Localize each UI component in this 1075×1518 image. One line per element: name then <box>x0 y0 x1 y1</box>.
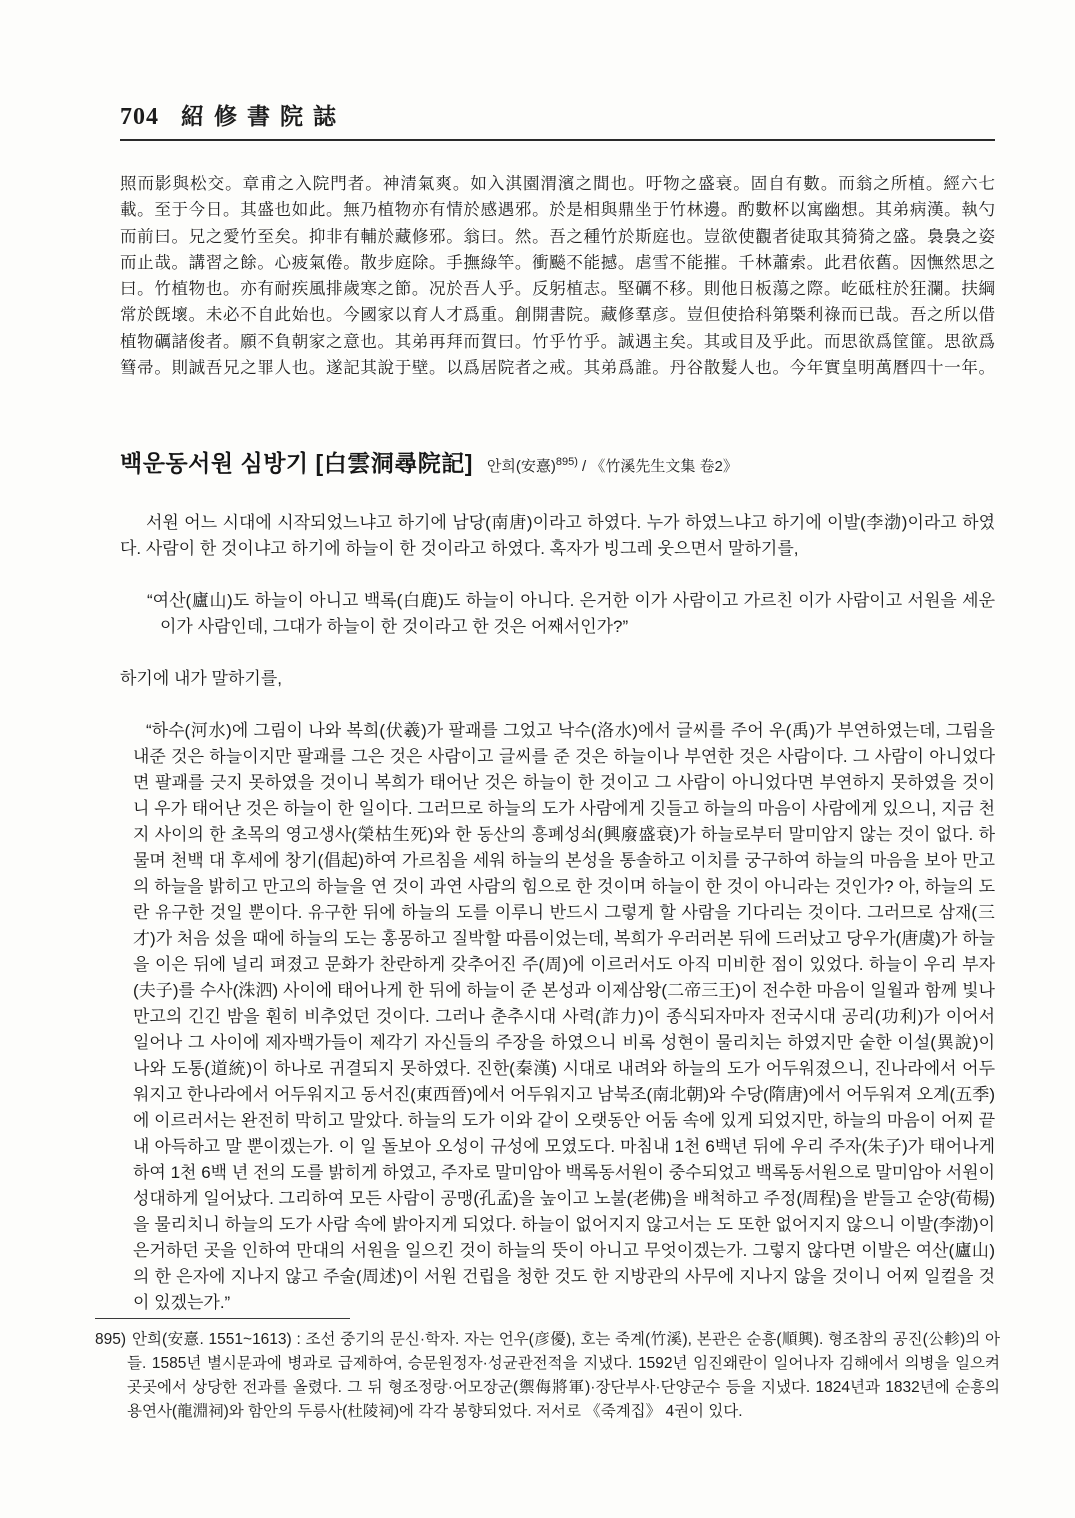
article-title <box>120 445 473 478</box>
footnote-area <box>95 1318 1000 1424</box>
footnote-reference-marker: 895) <box>555 456 578 469</box>
hanmun-line: 植物礪諸俊者。願不負朝家之意也。其弟再拜而賀曰。竹乎竹乎。誠遇主矣。其或目及乎此。而思欲爲筐篚。思欲爲 <box>120 331 995 351</box>
byline-separator: / <box>582 458 587 476</box>
quotation-block-1: “여산(廬山)도 하늘이 아니고 백록(白鹿)도 하늘이 아니다. 은거한 이가 사람이고 가르친 이가 사람이고 서원을 세운 이가 사람인데, 그대가 하늘이 한 것이라고 한 것은 어째서인가?” <box>147 591 995 637</box>
hanmun-line: 常於旣壞。未必不自此始也。今國家以育人才爲重。創開書院。藏修羣彦。豈但使拾科第槩利祿而已哉。吾之所以借 <box>120 305 995 325</box>
footnote-separator-rule <box>95 1318 350 1319</box>
article-source: 《竹溪先生文集 卷2》 <box>590 458 738 476</box>
footnote-number: 895) <box>95 1331 127 1348</box>
article-title-hanja: [白雲洞尋院記] <box>315 450 473 477</box>
running-head <box>120 98 995 141</box>
article-byline <box>487 455 738 476</box>
paragraph-transition: 하기에 내가 말하기를, <box>120 669 282 689</box>
hanmun-line: 照而影與松交。章甫之入院門者。神清氣爽。如入淇園渭濱之間也。吁物之盛衰。固自有數。而翁之所植。經六七 <box>120 174 995 193</box>
hanmun-line: 曰。竹植物也。亦有耐疾風排歲寒之節。况於吾人乎。反躬植志。堅礪不移。則他日板蕩之際。屹砥柱於狂瀾。扶綱 <box>120 279 995 299</box>
footnote-text: 안희(安憙. 1551~1613) : 조선 중기의 문신·학자. 자는 언우(彦優), 호는 죽계(竹溪), 본관은 순흥(順興). 형조참의 공진(公軫)의 아들. 1585년 별시문과에 병과로 급제하여, 승문원정자·성균관전적을 지냈다. 1592년 임진왜란이 일어나자 김해에서 의병을 일으켜 곳곳에서 상당한 전과를 올렸다. 그 뒤 형조정랑·어모장군(禦侮將軍)·장단부사·단양군수 등을 지냈다. 1824년과 1832년에 순흥의 용연사(龍淵祠)와 함안의 두릉사(杜陵祠)에 각각 봉향되었다. 저서로 《죽계집》 4권이 있다. <box>127 1331 1000 1420</box>
hanmun-line: 篲帚。則誠吾兄之罪人也。遂記其說于壁。以爲居院者之戒。其弟爲誰。丹谷散髮人也。今年實皇明萬曆四十一年。 <box>120 358 995 378</box>
paragraph-intro: 서원 어느 시대에 시작되었느냐고 하기에 남당(南唐)이라고 하였다. 누가 하였느냐고 하기에 이발(李渤)이라고 하였다. 사람이 한 것이냐고 하기에 하늘이 한 것이라고 하였다. 혹자가 빙그레 웃으면서 말하기를, <box>120 513 995 559</box>
hanmun-text-block <box>120 171 995 381</box>
page-number: 704 <box>120 104 159 130</box>
hanmun-line: 載。至于今日。其盛也如此。無乃植物亦有情於感遇邪。於是相與鼎坐于竹林邊。酌數杯以寓幽想。其弟病漢。執勺 <box>120 200 995 220</box>
book-title: 紹修書院誌 <box>181 104 346 129</box>
quotation-block-2: “하수(河水)에 그림이 나와 복희(伏羲)가 팔괘를 그었고 낙수(洛水)에서 글씨를 주어 우(禹)가 부연하였는데, 그림을 내준 것은 하늘이지만 팔괘를 그은 것은 사람이고 글씨를 준 것은 하늘이나 부연한 것은 사람이다. 그 사람이 아니었다면 팔괘를 긋지 못하였을 것이니 복희가 태어난 것은 하늘이 한 것이고 그 사람이 아니었다면 부연하지 못하였을 것이니 우가 태어난 것은 하늘이 한 일이다. 그러므로 하늘의 도가 사람에게 깃들고 하늘의 마음이 사람에게 있으니, 지금 천지 사이의 한 초목의 영고생사(榮枯生死)와 한 동산의 흥폐성쇠(興廢盛衰)가 하늘로부터 말미암지 않는 것이 없다. 하물며 천백 대 후세에 창기(倡起)하여 가르침을 세워 하늘의 본성을 통솔하고 이치를 궁구하여 하늘의 마음을 보아 만고의 하늘을 밝히고 만고의 하늘을 연 것이 과연 사람의 힘으로 한 것이며 하늘이 한 것이 아니라는 것인가? 아, 하늘의 도란 유구한 것일 뿐이다. 유구한 뒤에 하늘의 도를 이루니 반드시 그렇게 할 사람을 기다리는 것이다. 그러므로 삼재(三才)가 처음 섰을 때에 하늘의 도는 홍몽하고 질박할 따름이었는데, 복희가 우러러본 뒤에 드러났고 당우가(唐虞)가 하늘을 이은 뒤에 널리 펴졌고 문화가 찬란하게 갖추어진 주(周)에 이르러서도 아직 미비한 점이 있었다. 하늘이 우리 부자(夫子)를 수사(洙泗) 사이에 태어나게 한 뒤에 하늘이 준 본성과 이제삼왕(二帝三王)이 전수한 마음이 일월과 함께 빛나 만고의 긴긴 밤을 훤히 비추었던 것이다. 그러나 춘추시대 사력(詐力)이 종식되자마자 전국시대 공리(功利)가 이어서 일어나 그 사이에 제자백가들이 제각기 자신들의 주장을 하였으니 비록 성현이 물리치는 하였지만 숱한 이설(異說)이 나와 도통(道統)이 하나로 귀결되지 못하였다. 진한(秦漢) 시대로 내려와 하늘의 도가 어두워졌으니, 진나라에서 어두워지고 한나라에서 어두워지고 동서진(東西晉)에서 어두워지고 남북조(南北朝)와 수당(隋唐)에서 어두워져 오계(五季)에 이르러서는 완전히 막히고 말았다. 하늘의 도가 이와 같이 오랫동안 어둠 속에 있게 되었지만, 하늘의 마음이 어찌 끝내 아득하고 말 뿐이겠는가. 이 일 돌보아 오성이 규성에 모였도다. 마침내 1천 6백년 뒤에 우리 주자(朱子)가 태어나게 하여 1천 6백 년 전의 도를 밝히게 하였고, 주자로 말미암아 백록동서원이 중수되었고 백록동서원으로 말미암아 서원이 성대하게 일어났다. 그리하여 모든 사람이 공맹(孔孟)을 높이고 노불(老佛)을 배척하고 주정(周程)을 받들고 순양(荀楊)을 물리치니 하늘의 도가 사람 속에 밝아지게 되었다. 하늘이 없어지지 않고서는 도 또한 없어지지 않으니 이발(李渤)이 은거하던 곳을 인하여 만대의 서원을 일으킨 것이 하늘의 뜻이 아니고 무엇이겠는가. 그렇지 않다면 이발은 여산(廬山)의 한 은자에 지나지 않고 주술(周述)이 서원 건립을 청한 것도 한 지방관의 사무에 지나지 않을 것이니 어찌 일컬을 것이 있겠는가.” <box>133 721 996 1313</box>
footnote-895 <box>95 1328 1000 1424</box>
article-title-korean: 백운동서원 심방기 <box>120 450 309 477</box>
hanmun-line: 而止哉。講習之餘。心疲氣倦。散步庭除。手撫綠竿。衝飈不能撼。虐雪不能摧。千林蕭索。此君依舊。因憮然思之 <box>120 252 995 272</box>
article-author: 안희(安憙) <box>486 458 556 476</box>
article-heading <box>120 445 995 478</box>
hanmun-line: 而前曰。兄之愛竹至矣。抑非有輔於藏修邪。翁曰。然。吾之種竹於斯庭也。豈欲使觀者徒取其猗猗之盛。裊裊之姿 <box>120 226 995 246</box>
